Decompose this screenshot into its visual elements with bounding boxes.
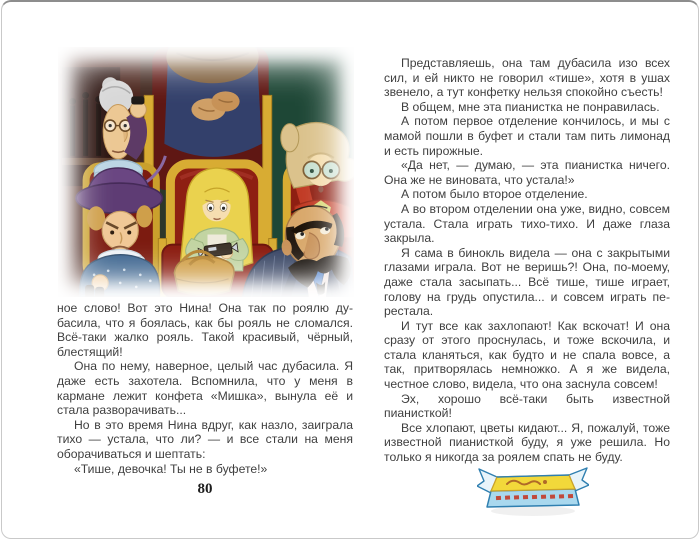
paragraph: Все хлопают, цветы кидают... Я, пожалуй, тоже известной пианисткой буду, я уже решила. Но только я никогда за роялем спать не буду. <box>384 420 670 465</box>
page-number: 80 <box>197 481 213 497</box>
paragraph: А потом первое отделение кончилось, и мы с мамой пошли в буфет и стали там пить лимонад и есть пирожные. <box>384 114 670 158</box>
paragraph: ное слово! Вот это Нина! Она так по роялю дубасила, что я боялась, как бы рояль не сломался. Всё-таки жалко рояль. Такой красивый, чёрный, блестящий! <box>57 301 353 359</box>
paragraph: И тут все как захлопают! Как вскочат! И она сразу от этого проснулась, и тоже вскочила, и стала кланяться, как будто и не спала вовсе, а так, притворялась немножко. А я же видела, честное слово, видела, что она заснула совсем! <box>384 318 670 392</box>
paragraph: «Да нет, — думаю, — эта пианистка ничего. Она же не виновата, что устала!» <box>384 158 670 187</box>
paragraph: Но в это время Нина вдруг, как назло, заиграла тихо — устала, что ли? — и все стали на меня оборачиваться и шептать: <box>57 417 353 461</box>
candy-wrapper-illustration <box>477 461 589 519</box>
right-page-text <box>384 56 670 465</box>
paragraph: А во втором отделении она уже, видно, совсем устала. Стала играть тихо-тихо. И даже глаза закрыла. <box>384 201 670 246</box>
paragraph: «Тише, девочка! Ты не в буфете!» <box>74 461 268 476</box>
theater-audience-illustration <box>58 47 354 297</box>
paragraph: А потом было второе отделение. <box>401 187 588 202</box>
paragraph: Представляешь, она там дубасила изо всех сил, и ей никто не говорил «тише», хотя в ушах звенело, а тут конфетку нельзя спокойно съесть! <box>384 56 670 100</box>
paragraph: В общем, мне эта пианистка не понравилась. <box>401 99 660 114</box>
paragraph: Она по нему, наверное, целый час дубасила. Я даже есть захотела. Вспомнила, что у меня в кармане лежит конфета «Мишка», вынула её и стала разворачивать... <box>57 359 353 418</box>
illustration-feathered-edge <box>58 47 354 297</box>
left-page-text <box>57 301 353 476</box>
paragraph: Эх, хорошо всё-таки быть известной пианисткой! <box>384 391 670 421</box>
paragraph: Я сама в бинокль видела — она с закрытыми глазами играла. Вот не веришь?! Она, по-моему, даже стала засыпать... Всё тише, тише играет, голову на грудь опустила... и совсем играть перестала. <box>384 245 670 319</box>
candy-wrapper-art <box>477 461 589 519</box>
